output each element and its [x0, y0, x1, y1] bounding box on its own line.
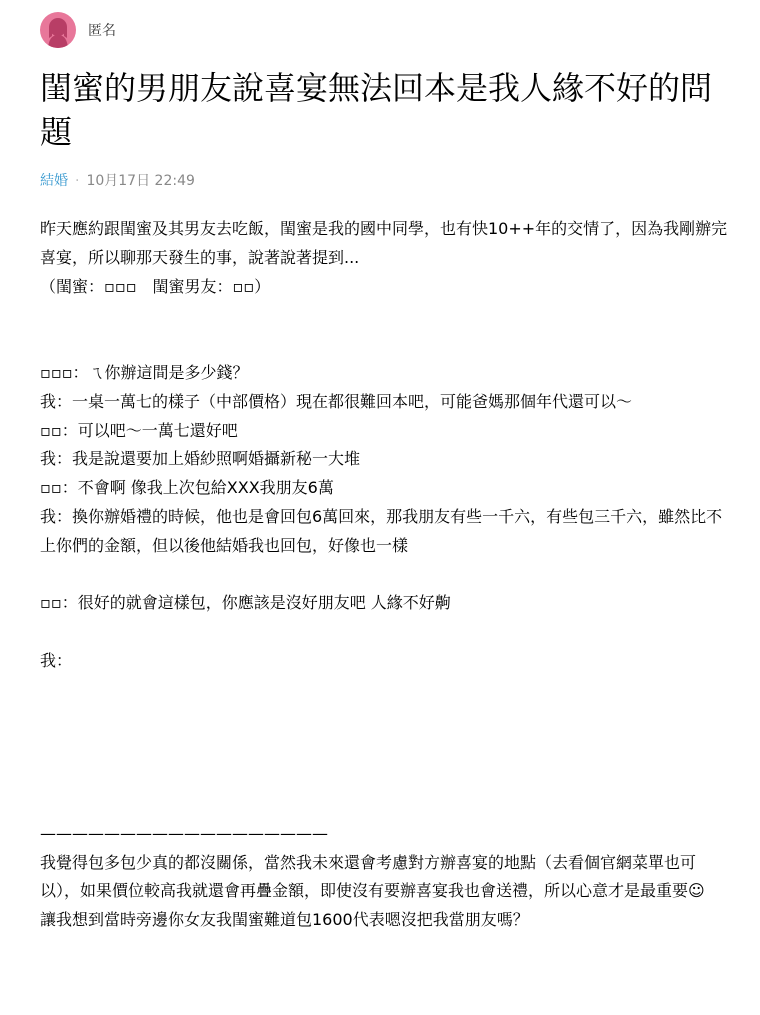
- content-paragraph: ▫▫：可以吧～一萬七還好吧: [40, 420, 238, 440]
- author-name[interactable]: 匿名: [88, 23, 116, 39]
- post-content: [40, 215, 730, 935]
- content-paragraph: 昨天應約跟閨蜜及其男友去吃飯，閨蜜是我的國中同學，也有快10++年的交情了，因為我剛辦完喜宴，所以聊那天發生的事，說著說著提到...: [40, 219, 728, 267]
- content-paragraph: 我覺得包多包少真的都沒關係，當然我未來還會考慮對方辦喜宴的地點（去看個官網菜單也可以），如果價位較高我就還會再疊金額，即使沒有要辦喜宴我也會送禮，所以心意才是最重要☺: [40, 852, 705, 901]
- blank-line: [40, 330, 730, 359]
- blank-line: [40, 618, 730, 647]
- post-timestamp: 10月17日 22:49: [86, 173, 195, 189]
- blank-line: [40, 301, 730, 330]
- content-paragraph: 讓我想到當時旁邊你女友我閨蜜難道包1600代表嗯沒把我當朋友嗎？: [40, 910, 529, 930]
- content-paragraph: （閨蜜：▫▫▫ 閨蜜男友：▫▫）: [40, 276, 271, 296]
- content-paragraph: 我：我是說還要加上婚紗照啊婚攝新秘一大堆: [40, 449, 361, 469]
- avatar[interactable]: [40, 12, 76, 48]
- post-meta: [40, 171, 195, 191]
- post-title: 閨蜜的男朋友說喜宴無法回本是我人緣不好的問題: [40, 69, 713, 151]
- author-header: [40, 12, 116, 48]
- female-avatar-icon: [40, 12, 76, 48]
- blank-line: [40, 733, 730, 762]
- content-paragraph: ——————————————————: [40, 823, 328, 843]
- blank-line: [40, 705, 730, 734]
- meta-separator: ·: [75, 173, 80, 189]
- content-paragraph: ▫▫：很好的就會這樣包，你應該是沒好朋友吧 人緣不好齁: [40, 593, 451, 613]
- blank-line: [40, 676, 730, 705]
- content-paragraph: 我：一桌一萬七的樣子（中部價格）現在都很難回本吧，可能爸媽那個年代還可以～: [40, 391, 633, 411]
- blank-line: [40, 561, 730, 590]
- content-paragraph: ▫▫：不會啊 像我上次包給XXX我朋友6萬: [40, 478, 334, 498]
- content-paragraph: 我：換你辦婚禮的時候，他也是會回包6萬回來，那我朋友有些一千六，有些包三千六，雖然比不上你們的金額，但以後他結婚我也回包，好像也一樣: [40, 506, 723, 555]
- board-link[interactable]: 結婚: [40, 173, 68, 189]
- content-paragraph: 我：: [40, 650, 73, 670]
- blank-line: [40, 791, 730, 820]
- blank-line: [40, 762, 730, 791]
- content-paragraph: ▫▫▫：ㄟ你辦這間是多少錢？: [40, 362, 249, 382]
